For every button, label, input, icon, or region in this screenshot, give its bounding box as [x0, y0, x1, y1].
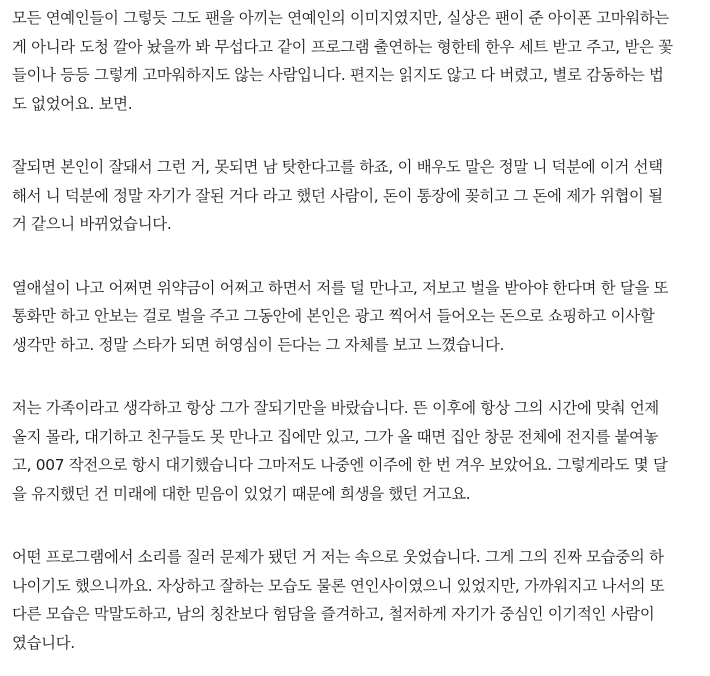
text-line: 모든 연예인들이 그렇듯 그도 팬을 아끼는 연예인의 이미지였지만, 실상은 팬이 준 아이폰 고마워하는: [12, 9, 669, 27]
text-line: 게 아니라 도청 깔아 놨을까 봐 무섭다고 같이 프로그램 출연하는 형한테 한우 세트 받고 주고, 받은 꽃: [12, 37, 673, 56]
paragraph-gap: [12, 359, 704, 394]
text-line: 다른 모습은 막말도하고, 남의 칭찬보다 험담을 즐겨하고, 철저하게 자기가 중심인 이기적인 사람이: [12, 605, 655, 623]
text-line: 들이나 등등 그렇게 고마워하지도 않는 사람입니다. 편지는 읽지도 않고 다 버렸고, 별로 감동하는 법: [12, 66, 664, 84]
paragraph: [12, 543, 704, 657]
paragraph: [12, 274, 704, 360]
text-line: 열애설이 나고 어쩌면 위약금이 어쩌고 하면서 저를 덜 만나고, 저보고 벌을 받아야 한다며 한 달을 또: [12, 278, 669, 297]
text-line: 올지 몰라, 대기하고 친구들도 못 만나고 집에만 있고, 그가 올 때면 집안 창문 전체에 전지를 붙여놓: [12, 427, 659, 446]
text-line: 통화만 하고 안보는 걸로 벌을 주고 그동안에 본인은 광고 찍어서 들어오는 돈으로 쇼핑하고 이사할: [12, 307, 655, 325]
text-line: 잘되면 본인이 잘돼서 그런 거, 못되면 남 탓한다고를 하죠, 이 배우도 말은 정말 니 덕분에 이거 선택: [12, 158, 663, 176]
text-line: 나이기도 했으니까요. 자상하고 잘하는 모습도 물론 연인사이였으니 있었지만, 가까워지고 나서의 또: [12, 576, 665, 595]
text-line: 거 같으니 바뀌었습니다.: [12, 215, 172, 233]
paragraph-gap: [12, 239, 704, 274]
text-line: 해서 니 덕분에 정말 자기가 잘된 거다 라고 했던 사람이, 돈이 통장에 꽂히고 그 돈에 제가 위협이 될: [12, 186, 663, 205]
paragraph-gap: [12, 118, 704, 153]
text-line: 였습니다.: [12, 633, 75, 652]
paragraph: [12, 394, 704, 508]
text-line: 저는 가족이라고 생각하고 항상 그가 잘되기만을 바랐습니다. 뜬 이후에 항상 그의 시간에 맞춰 언제: [12, 399, 659, 417]
text-line: 도 없었어요. 보면.: [12, 94, 133, 113]
text-line: 고, 007 작전으로 항시 대기했습니다 그마저도 나중엔 이주에 한 번 겨우 보았어요. 그렇게라도 몇 달: [12, 456, 668, 474]
text-line: 어떤 프로그램에서 소리를 질러 문제가 됐던 거 저는 속으로 웃었습니다. 그게 그의 진짜 모습중의 하: [12, 548, 664, 566]
paragraph: [12, 153, 704, 239]
text-line: 생각만 하고. 정말 스타가 되면 허영심이 든다는 그 자체를 보고 느꼈습니다.: [12, 335, 505, 354]
text-line: 을 유지했던 건 미래에 대한 믿음이 있었기 때문에 희생을 했던 거고요.: [12, 484, 471, 503]
paragraph-gap: [12, 508, 704, 543]
paragraph: [12, 4, 704, 118]
